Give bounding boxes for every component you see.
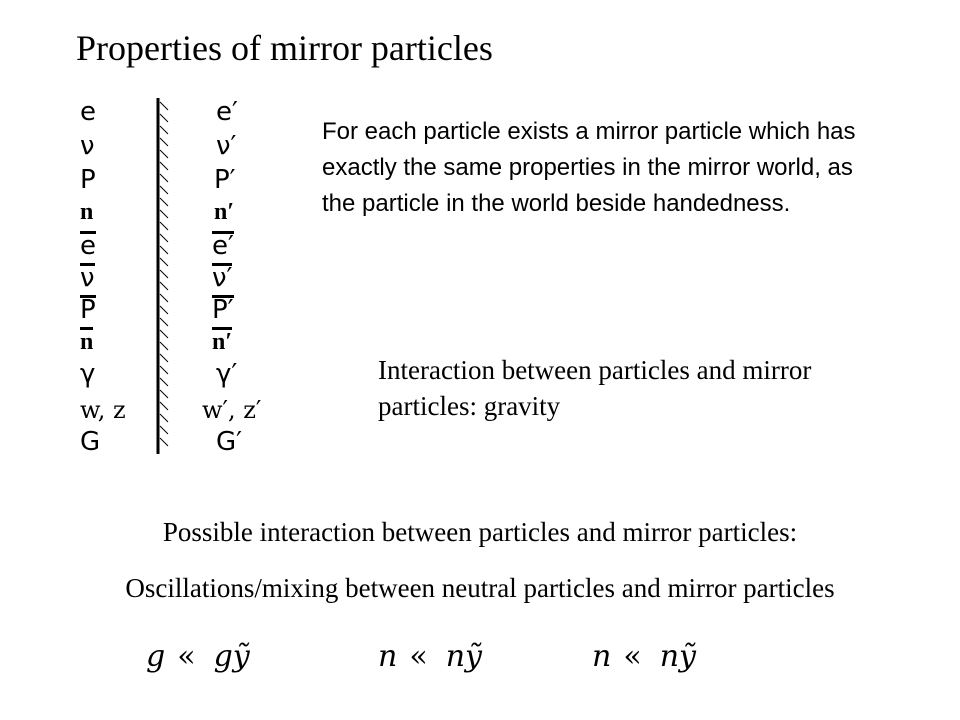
- mirror-particle-antielectron: e′: [212, 231, 234, 261]
- particle-proton: P: [80, 165, 96, 195]
- equation-2: n « nỹ: [378, 639, 482, 674]
- particle-neutrino: ν: [80, 131, 95, 161]
- particle-antiproton: P: [80, 295, 96, 325]
- oscillations-text: Oscillations/mixing between neutral particles and mirror particles: [125, 573, 835, 603]
- particle-antineutron: n: [80, 329, 94, 355]
- particle-antineutrino: ν: [80, 263, 95, 293]
- particle-photon: γ: [80, 359, 96, 389]
- mirror-particle-neutron: n′: [214, 199, 235, 225]
- mirror-particle-electron: e′: [216, 97, 238, 127]
- equation-3: n « nỹ: [592, 639, 696, 674]
- mirror-particle-w-z: w′, z′: [202, 396, 262, 424]
- interaction-text: Interaction between particles and mirror particles: gravity: [378, 355, 812, 421]
- equation-1: g « gỹ: [146, 639, 250, 674]
- possible-interaction-text: Possible interaction between particles and mirror particles:: [162, 517, 798, 547]
- particle-w-z: w, z: [80, 396, 126, 424]
- mirror-line: [150, 96, 180, 456]
- particle-graviton: G: [80, 427, 101, 457]
- mirror-particle-antineutrino: ν′: [212, 263, 233, 293]
- particle-antielectron: e: [80, 231, 96, 261]
- mirror-particle-neutrino: ν′: [216, 131, 237, 161]
- particle-electron: e: [80, 97, 96, 127]
- particle-neutron: n: [80, 199, 94, 225]
- mirror-particle-photon: γ′: [216, 359, 238, 389]
- mirror-particle-graviton: G′: [216, 427, 243, 457]
- slide-title: Properties of mirror particles: [76, 28, 493, 68]
- description-text: For each particle exists a mirror particle which has exactly the same properties in the mirror world, as the particle in the world beside handedness.: [322, 118, 856, 217]
- mirror-particle-proton: P′: [214, 165, 236, 195]
- mirror-particle-antineutron: n′: [212, 329, 233, 355]
- mirror-particle-antiproton: P′: [212, 295, 234, 325]
- equations-row: [0, 632, 960, 682]
